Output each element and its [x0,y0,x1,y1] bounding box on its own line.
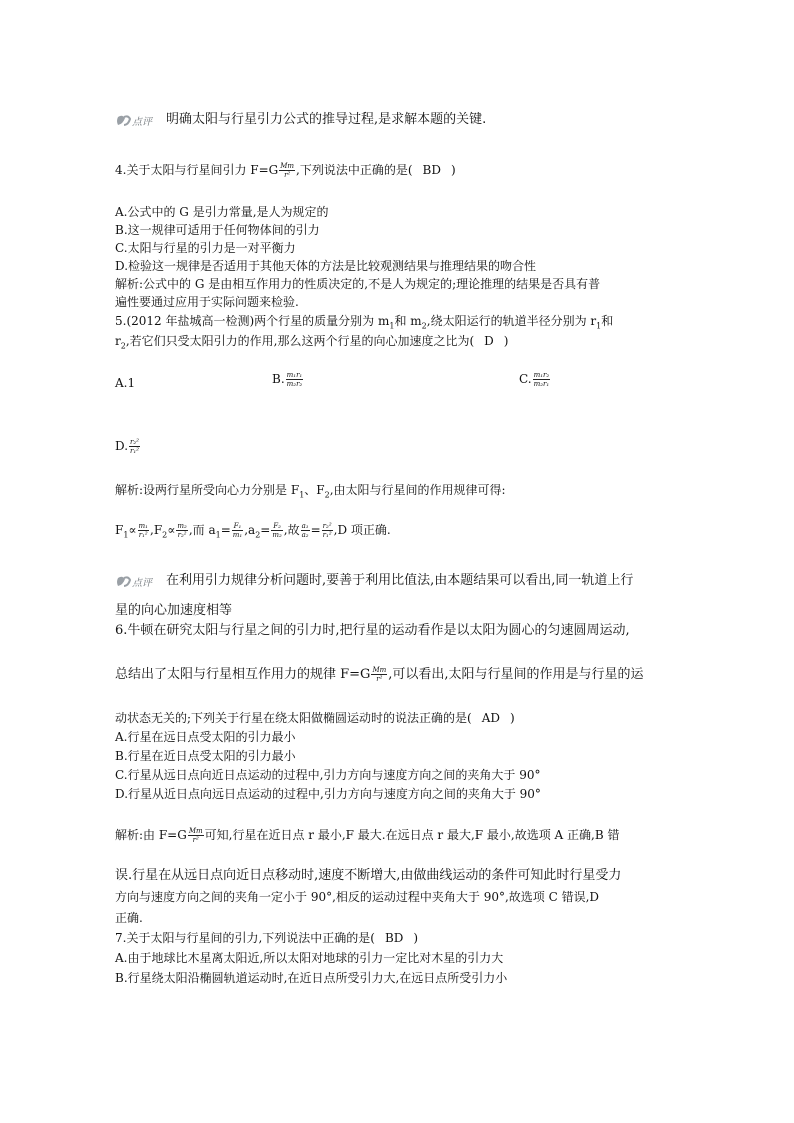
q7-stem [115,930,418,946]
comment-badge [115,114,159,128]
q6-analysis-line2: 误.行星在从远日点向近日点移动时,速度不断增大,由做曲线运动的条件可知此时行星受力 [115,868,622,883]
q5-analysis1-text: 解析:设两行星所受向心力分别是 F [115,483,300,497]
q5-option-b [272,371,304,388]
q6-option-a: A.行星在远日点受太阳的引力最小 [115,730,296,744]
formula-f2: ,F [150,523,163,537]
fraction-denominator: r₁² [138,531,148,539]
fraction-denominator: m₂ [272,531,282,539]
q5-option-c-fraction [533,371,551,388]
q7-option-b: B.行星绕太阳沿椭圆轨道运动时,在近日点所受引力大,在远日点所受引力小 [115,971,508,985]
fraction-denominator: r² [192,836,199,844]
fraction-m1-r1sq [138,522,149,539]
q4-answer: BD [422,163,441,177]
fraction-numerator: F₂ [273,522,281,530]
q4-analysis-line2: 遍性要通过应用于实际问题来检验. [115,295,299,309]
fraction-denominator: m₂r₂ [286,380,303,388]
q5-line1 [115,313,613,334]
q5-analysis1-end: ,由太阳与行星间的作用规律可得: [329,483,506,497]
q6-analysis-post: 可知,行星在近日点 r 最小,F 最大.在远日点 r 最大,F 最小,故选项 A 正确,B 错 [204,828,620,842]
formula-and: ,而 a [188,523,216,537]
subscript: 2 [162,530,168,540]
q6-line1: 6.牛顿在研究太阳与行星之间的引力时,把行星的运动看作是以太阳为圆心的匀速圆周运动, [115,623,630,638]
equals-symbol: = [310,523,321,537]
q5-answer: D [484,334,494,348]
comment-badge-icon [115,575,159,589]
fraction-numerator: r₂² [130,438,139,446]
q4-option-d: D.检验这一规律是否适用于其他天体的方法是比较观测结果与推理结果的吻合性 [115,259,537,273]
q5-option-d-label: D. [115,439,129,453]
q6-line3 [115,710,515,726]
comment-2-line1: 在利用引力规律分析问题时,要善于利用比值法,由本题结果可以看出,同一轨道上行 [166,573,634,588]
fraction-numerator: m₁ [138,522,148,530]
q7-close-paren: ) [413,931,419,945]
fraction-denominator: m₁ [232,531,243,539]
subscript: 1 [389,321,395,331]
q5-line2 [115,333,508,354]
q4-stem [115,162,456,179]
fraction-denominator: r₁² [322,531,332,539]
comment-badge-icon [115,114,159,128]
formula-a2: ,a [244,523,256,537]
q5-line2-a: r [115,334,121,348]
fraction-numerator: Mm [188,827,203,835]
fraction-denominator: m₂r₁ [533,380,550,388]
q6-line2-pre: 总结出了太阳与行星相互作用力的规律 F=G [115,667,371,682]
fraction-numerator: m₂ [177,522,187,530]
q6-analysis-line1 [115,827,619,844]
q6-option-c: C.行星从远日点向近日点运动的过程中,引力方向与速度方向之间的夹角大于 90° [115,768,541,782]
proportional-symbol: ∝ [167,523,176,537]
comment-2-line2: 星的向心加速度相等 [115,603,233,618]
fraction-denominator: r₁² [130,447,139,455]
q6-line3-text: 动状态无关的;下列关于行星在绕太阳做椭圆运动时的说法正确的是( [115,711,472,725]
q5-option-c [519,371,551,388]
formula-end: ,D 项正确. [333,523,391,537]
q4-stem-pre: 4.关于太阳与行星间引力 F=G [115,163,279,177]
q7-answer: BD [384,931,404,945]
q4-option-c: C.太阳与行星的引力是一对平衡力 [115,241,296,255]
subscript: 2 [324,490,330,500]
q6-formula-fraction [371,666,387,683]
q5-option-c-label: C. [519,372,532,386]
q5-line1-c: ,绕太阳运行的轨道半径分别为 r [426,314,597,328]
q5-analysis-line1 [115,482,506,503]
q5-line2-b: ,若它们只受太阳引力的作用,那么这两个行星的向心加速度之比为( [125,334,475,348]
q5-option-d-fraction [129,438,140,455]
fraction-numerator: r₂² [322,522,332,530]
q5-analysis-formula [115,522,391,543]
fraction-numerator: m₁r₁ [286,371,303,379]
formula-f1: F [115,523,124,537]
fraction-m2-r2sq [176,522,187,539]
comment-badge-text: 点评 [132,578,152,589]
subscript: 1 [215,530,221,540]
q5-analysis1-mid: 、F [304,483,325,497]
q6-analysis-fraction [188,827,204,844]
subscript: 1 [299,490,305,500]
fraction-numerator: Mm [372,666,387,674]
fraction-numerator: a₁ [301,522,309,530]
q6-close-paren: ) [510,711,515,725]
subscript: 2 [120,341,126,351]
fraction-F2-m2 [271,522,282,539]
comment-badge [115,575,159,589]
comment-1: 明确太阳与行星引力公式的推导过程,是求解本题的关键. [166,112,487,127]
q4-close-paren: ) [451,163,456,177]
q5-option-a: A.1 [115,376,136,390]
q5-line1-a: 5.(2012 年盐城高一检测)两个行星的质量分别为 m [115,314,390,328]
q5-close-paren: ) [503,334,509,348]
fraction-numerator: F₁ [233,522,242,530]
q6-analysis-pre: 解析:由 F=G [115,828,187,842]
subscript: 1 [596,321,602,331]
fraction-denominator: r² [376,675,383,683]
q7-option-a: A.由于地球比木星离太阳近,所以太阳对地球的引力一定比对木星的引力大 [115,951,504,965]
q6-line2 [115,666,644,683]
q6-analysis-line3: 方向与速度方向之间的夹角一定小于 90°,相反的运动过程中夹角大于 90°,故选项 C 错误,D [115,890,600,904]
fraction-numerator: m₁r₂ [533,371,550,379]
q5-option-b-fraction [286,371,304,388]
formula-so: ,故 [283,523,300,537]
q5-line1-b: 和 m [394,314,422,328]
proportional-symbol: ∝ [128,523,137,537]
fraction-denominator: r² [284,171,291,179]
subscript: 2 [421,321,427,331]
q6-line2-post: ,可以看出,太阳与行星间的作用是与行星的运 [388,667,644,682]
q5-option-b-label: B. [272,372,285,386]
fraction-r2sq-r1sq [322,522,333,539]
fraction-numerator: Mm [280,162,295,170]
q6-option-d: D.行星从近日点向远日点运动的过程中,引力方向与速度方向之间的夹角大于 90° [115,787,541,801]
comment-badge-text: 点评 [132,117,152,128]
q6-answer: AD [481,711,501,725]
q4-analysis-line1: 解析:公式中的 G 是由相互作用力的性质决定的,不是人为规定的;理论推理的结果是否具有普 [115,277,601,291]
fraction-denominator: r₂² [177,531,187,539]
fraction-a1-a2 [301,522,310,539]
subscript: 1 [123,530,129,540]
q7-stem-text: 7.关于太阳与行星间的引力,下列说法中正确的是( [115,931,375,945]
q4-formula-fraction [279,162,295,179]
q6-option-b: B.行星在近日点受太阳的引力最小 [115,749,296,763]
q5-line1-d: 和 [601,314,614,328]
q4-option-a: A.公式中的 G 是引力常量,是人为规定的 [115,205,329,219]
q5-option-d [115,438,141,455]
subscript: 2 [255,530,261,540]
fraction-denominator: a₂ [301,531,309,539]
fraction-F1-m1 [232,522,243,539]
q4-stem-post: ,下列说法中正确的是( [296,163,413,177]
q4-option-b: B.这一规律可适用于任何物体间的引力 [115,223,320,237]
equals-symbol: = [260,523,271,537]
q6-analysis-line4: 正确. [115,911,143,925]
equals-symbol: = [220,523,231,537]
